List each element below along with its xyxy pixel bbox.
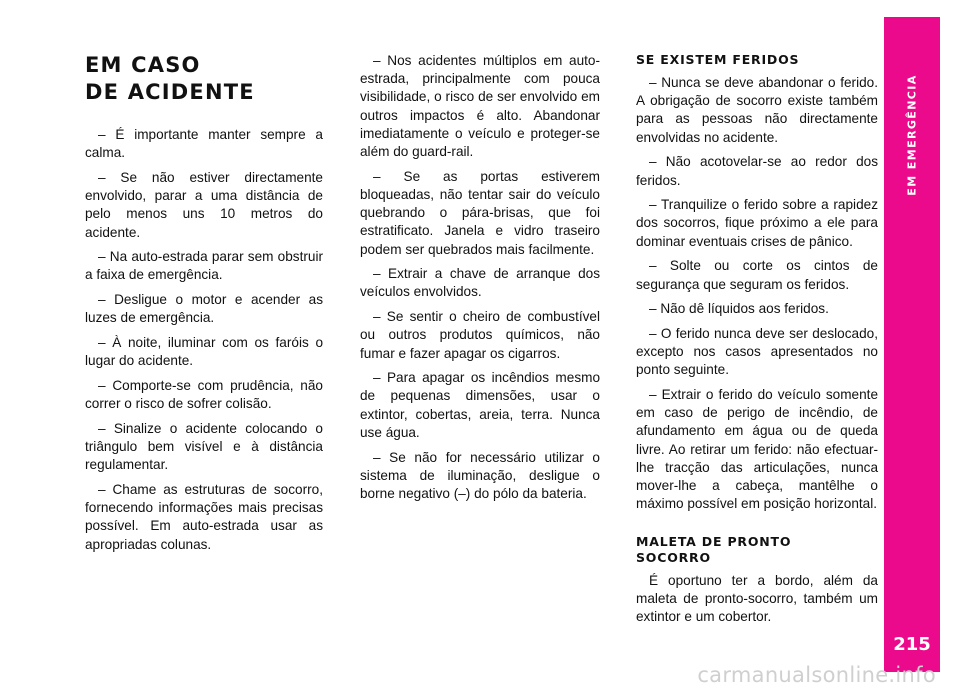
section-spacer	[636, 520, 878, 534]
column-middle	[360, 52, 600, 510]
paragraph: – Se as portas estiverem bloqueadas, não tentar sair do veículo quebrando o pára-brisas, que foi estratificato. Janela e vidro traseiro podem ser quebrados mais facilmente.	[360, 168, 600, 257]
paragraph: – À noite, iluminar com os faróis o lugar do acidente.	[85, 335, 323, 369]
paragraph: É oportuno ter a bordo, além da maleta de pronto-socorro, também um extintor e um cobertor.	[636, 572, 878, 625]
column-left	[85, 52, 323, 560]
paragraph: – Não dê líquidos aos feridos.	[649, 301, 829, 317]
paragraph: – Solte ou corte os cintos de segurança que seguram os feridos.	[636, 258, 878, 292]
subtitle-line-1: MALETA DE PRONTO	[636, 533, 792, 549]
paragraph: – Se sentir o cheiro de combustível ou outros produtos químicos, não fumar e fazer apagar os cigarros.	[360, 309, 600, 361]
paragraph: – Comporte-se com prudência, não correr o risco de sofrer colisão.	[85, 377, 323, 412]
paragraph: – Sinalize o acidente colocando o triângulo bem visível e à distância regulamentar.	[85, 420, 323, 473]
subtitle-line-2: SOCORRO	[636, 549, 711, 565]
chapter-label: EM EMERGÊNCIA	[905, 74, 919, 196]
paragraph: – Chame as estruturas de socorro, fornecendo informações mais precisas possível. Em auto-estrada usar as apropriadas colunas.	[85, 481, 323, 552]
chapter-sidebar	[884, 17, 940, 672]
title-line-1: EM CASO	[85, 53, 201, 77]
section-title-accident	[85, 52, 323, 106]
section-title-first-aid-kit	[636, 534, 878, 566]
paragraph: – Se não for necessário utilizar o sistema de iluminação, desligue o borne negativo (–) do pólo da bateria.	[360, 449, 600, 501]
paragraph: – Nunca se deve abandonar o ferido. A obrigação de socorro existe também para as pessoas não directamente envolvidas no acidente.	[636, 75, 878, 145]
title-line-2: DE ACIDENTE	[85, 80, 255, 104]
paragraph: – Tranquilize o ferido sobre a rapidez dos socorros, fique próximo a ele para dominar eventuais crises de pânico.	[636, 197, 878, 249]
paragraph: – O ferido nunca deve ser deslocado, excepto nos casos apresentados no ponto seguinte.	[636, 325, 878, 378]
page-number: 215	[893, 634, 931, 655]
watermark: carmanualsonline.info	[697, 663, 936, 687]
paragraph: – Nos acidentes múltiplos em auto-estrada, principalmente com pouca visibilidade, o risco de ser envolvido em outros impactos é alto. Abandonar imediatamente o veículo e proteger-se além do guard-rail.	[360, 53, 600, 160]
subtitle-line: SE EXISTEM FERIDOS	[636, 52, 800, 67]
paragraph: – É importante manter sempre a calma.	[85, 127, 323, 161]
paragraph: – Para apagar os incêndios mesmo de pequenas dimensões, usar o extintor, cobertas, areia, terra. Nunca use água.	[360, 370, 600, 440]
column-right	[636, 52, 878, 633]
paragraph: – Extrair a chave de arranque dos veículos envolvidos.	[360, 266, 600, 300]
paragraph: – Não acotovelar-se ao redor dos feridos.	[636, 154, 878, 188]
section-title-injured	[636, 52, 878, 68]
paragraph: – Desligue o motor e acender as luzes de emergência.	[85, 292, 323, 326]
paragraph: – Se não estiver directamente envolvido, parar a uma distância de pelo menos uns 10 metros do acidente.	[85, 169, 323, 240]
paragraph: – Extrair o ferido do veículo somente em caso de perigo de incêndio, de afundamento em água ou de queda livre. Ao retirar um ferido: não efectuar-lhe tracção das articulações, nunca mover-lhe a cabeça, mantêlhe o máximo possível em posição horizontal.	[636, 387, 878, 512]
paragraph: – Na auto-estrada parar sem obstruir a faixa de emergência.	[85, 249, 323, 283]
